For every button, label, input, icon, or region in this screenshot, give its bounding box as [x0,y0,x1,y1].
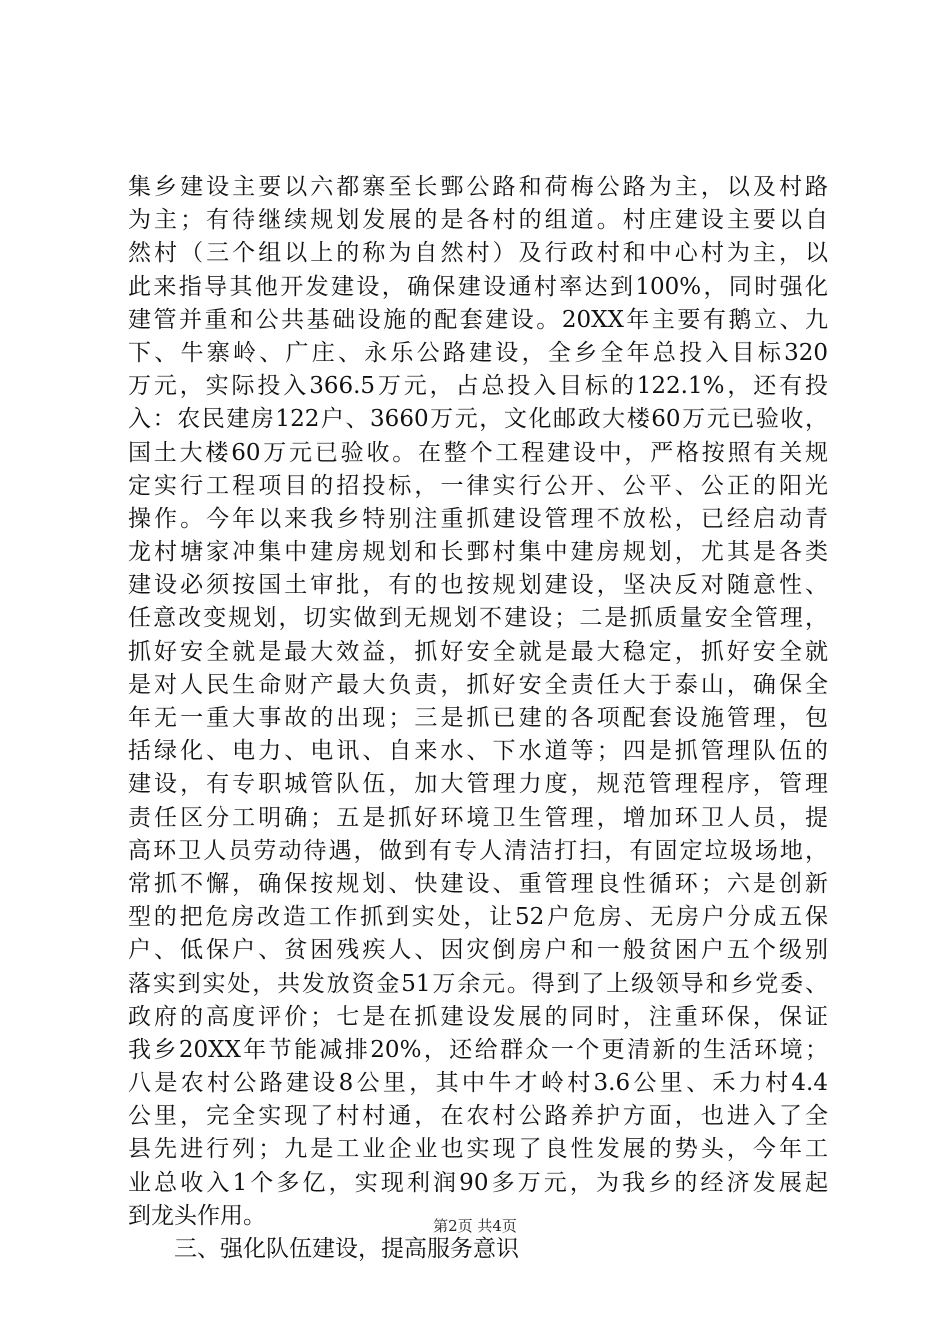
paragraph-line: 我乡20XX年节能减排20%，还给群众一个更清新的生活环境； [128,1036,828,1063]
paragraph-line: 公里，完全实现了村村通，在农村公路养护方面，也进入了全 [128,1103,828,1130]
page-footer: 第2页 共4页 [433,1217,517,1235]
paragraph-line: 建设，有专职城管队伍，加大管理力度，规范管理程序，管理 [128,771,828,798]
paragraph-line: 建管并重和公共基础设施的配套建设。20XX年主要有鹅立、九 [128,306,828,333]
paragraph-line: 国土大楼60万元已验收。在整个工程建设中，严格按照有关规 [128,439,828,466]
paragraph-line: 此来指导其他开发建设，确保建设通村率达到100%，同时强化 [128,273,828,300]
paragraph-line: 八是农村公路建设8公里，其中牛才岭村3.6公里、禾力村4.4 [128,1070,828,1097]
paragraph-line: 到龙头作用。 [128,1202,266,1229]
paragraph-line: 政府的高度评价；七是在抓建设发展的同时，注重环保，保证 [128,1003,828,1030]
paragraph-line: 为主；有待继续规划发展的是各村的组道。村庄建设主要以自 [128,207,828,234]
paragraph-line: 万元，实际投入366.5万元，占总投入目标的122.1%，还有投 [128,373,828,400]
paragraph-line: 是对人民生命财产最大负责，抓好安全责任大于泰山，确保全 [128,671,828,698]
paragraph-line: 年无一重大事故的出现；三是抓已建的各项配套设施管理，包 [128,705,828,731]
paragraph-line: 县先进行列；九是工业企业也实现了良性发展的势头，今年工 [128,1136,828,1163]
paragraph-line: 高环卫人员劳动待遇，做到有专人清洁打扫，有固定垃圾场地， [128,837,828,864]
paragraph-line: 龙村塘家冲集中建房规划和长鄄村集中建房规划，尤其是各类 [128,539,828,566]
paragraph-line: 建设必须按国土审批，有的也按规划建设，坚决反对随意性、 [128,572,828,599]
paragraph-line: 业总收入1个多亿，实现利润90多万元，为我乡的经济发展起 [128,1169,828,1196]
section-heading: 三、强化队伍建设，提高服务意识 [174,1236,519,1262]
paragraph-line: 户、低保户、贫困残疾人、因灾倒房户和一般贫困户五个级别 [128,937,828,964]
body-paragraph [128,171,828,1266]
paragraph-line: 抓好安全就是最大效益，抓好安全就是最大稳定，抓好安全就 [128,638,828,665]
paragraph-line: 责任区分工明确；五是抓好环境卫生管理，增加环卫人员，提 [128,804,828,831]
paragraph-line: 集乡建设主要以六都寨至长鄄公路和荷梅公路为主，以及村路 [128,174,828,200]
paragraph-line: 下、牛寨岭、广庄、永乐公路建设，全乡全年总投入目标320 [128,339,828,366]
paragraph-line: 操作。今年以来我乡特别注重抓建设管理不放松，已经启动青 [128,505,828,532]
paragraph-line: 括绿化、电力、电讯、自来水、下水道等；四是抓管理队伍的 [128,738,828,765]
paragraph-line: 然村（三个组以上的称为自然村）及行政村和中心村为主，以 [128,240,828,267]
paragraph-line: 型的把危房改造工作抓到实处，让52户危房、无房户分成五保 [128,904,828,931]
paragraph-line: 任意改变规划，切实做到无规划不建设；二是抓质量安全管理， [128,605,828,632]
paragraph-line: 定实行工程项目的招投标，一律实行公开、公平、公正的阳光 [128,472,828,499]
paragraph-line: 入：农民建房122户、3660万元，文化邮政大楼60万元已验收， [128,406,828,433]
paragraph-line: 落实到实处，共发放资金51万余元。得到了上级领导和乡党委、 [128,970,828,997]
paragraph-line: 常抓不懈，确保按规划、快建设、重管理良性循环；六是创新 [128,870,828,897]
